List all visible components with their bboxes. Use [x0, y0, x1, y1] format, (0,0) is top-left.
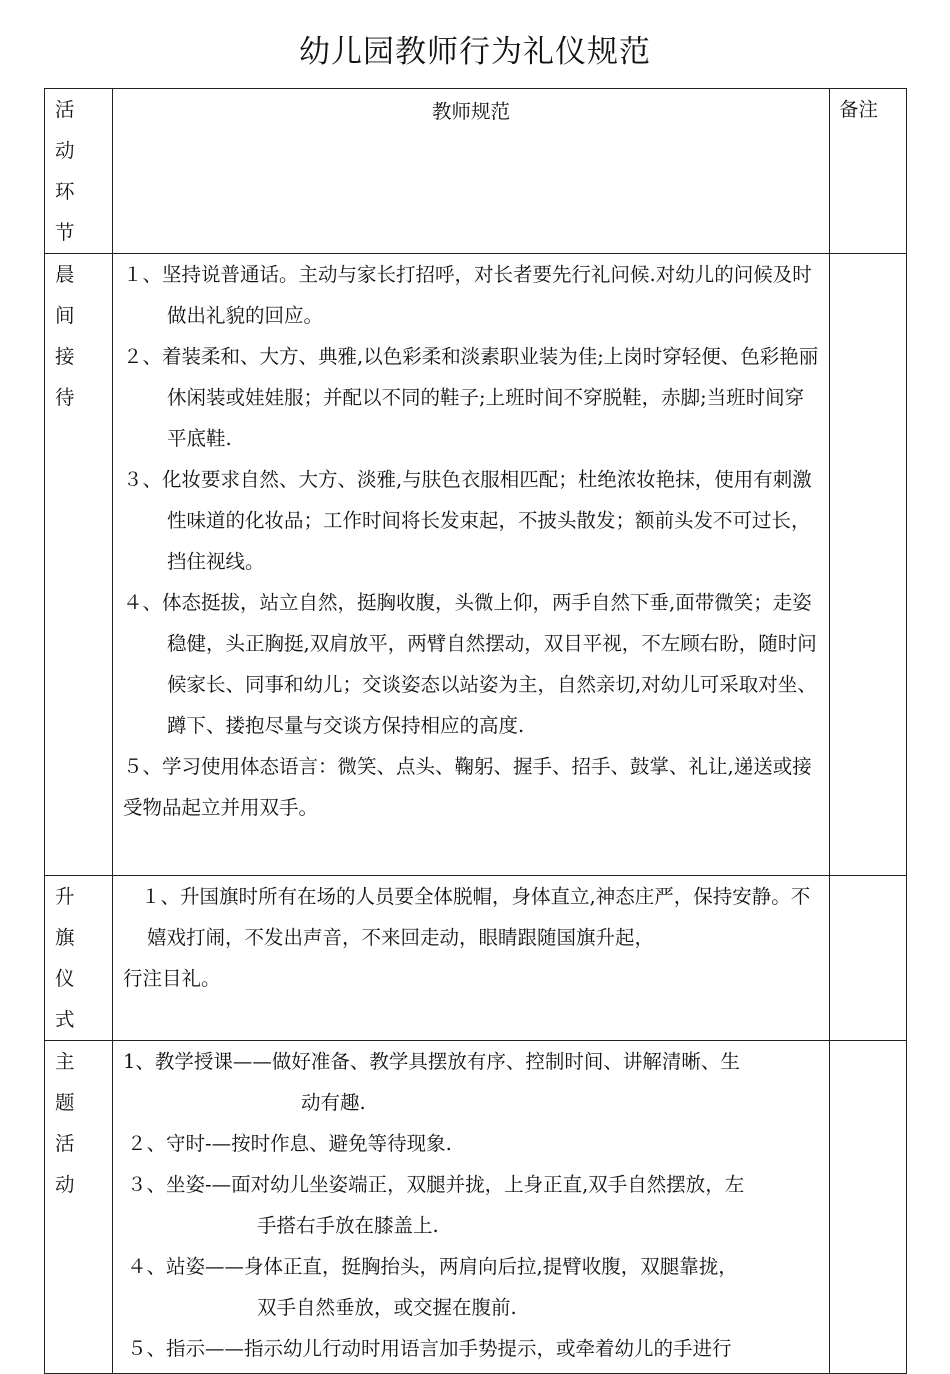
list-item: ４、体态挺拔，站立自然，挺胸收腹，头微上仰，两手自然下垂,面带微笑；走姿稳健，头正胸挺,双肩放平，两臂自然摆动，双目平视，不左顾右盼，随时问候家长、同事和幼儿；交谈姿态以站姿为主，自然亲切,对幼儿可采取对坐、蹲下、搂抱尽量与交谈方保持相应的高度.	[123, 591, 817, 737]
standard-cell	[113, 254, 830, 876]
list-item: １、坚持说普通话。主动与家长打招呼，对长者要先行礼问候.对幼儿的问候及时做出礼貌的回应。	[123, 263, 812, 327]
table-row	[45, 1041, 907, 1374]
header-row	[45, 89, 907, 254]
etiquette-table	[44, 88, 907, 1374]
list-item: １、升国旗时所有在场的人员要全体脱帽，身体直立,神态庄严，保持安静。不嬉戏打闹，不发出声音，不来回走动，眼睛跟随国旗升起，	[141, 885, 811, 949]
header-activity: 活动环节	[45, 89, 113, 254]
list-item: ３、坐姿-—面对幼儿坐姿端正，双腿并拢，上身正直,双手自然摆放，左	[127, 1173, 745, 1196]
remark-cell	[830, 254, 907, 876]
table-row	[45, 876, 907, 1041]
table-row	[45, 254, 907, 876]
list-item: 双手自然垂放，或交握在腹前.	[257, 1296, 517, 1319]
standard-cell	[113, 876, 830, 1041]
standard-cell	[113, 1041, 830, 1374]
list-item: ２、守时-—按时作息、避免等待现象.	[127, 1132, 452, 1155]
list-item: ２、着装柔和、大方、典雅,以色彩柔和淡素职业装为佳;上岗时穿轻便、色彩艳丽休闲装或娃娃服；并配以不同的鞋子;上班时间不穿脱鞋，赤脚;当班时间穿平底鞋.	[123, 345, 819, 450]
list-item: ４、站姿——身体正直，挺胸抬头，两肩向后拉,提臂收腹，双腿靠拢，	[127, 1255, 738, 1278]
header-remark: 备注	[830, 89, 907, 254]
remark-cell	[830, 876, 907, 1041]
list-item: 动有趣.	[301, 1091, 366, 1114]
header-standard: 教师规范	[113, 89, 830, 254]
remark-cell	[830, 1041, 907, 1374]
category-cell: 主题活动	[45, 1041, 113, 1374]
list-item: 手搭右手放在膝盖上.	[257, 1214, 439, 1237]
category-cell: 升旗仪式	[45, 876, 113, 1041]
category-cell: 晨间接待	[45, 254, 113, 876]
list-item: 1、教学授课——做好准备、教学具摆放有序、控制时间、讲解清晰、生	[123, 1050, 740, 1073]
list-item: 行注目礼。	[123, 967, 221, 990]
document-title: 幼儿园教师行为礼仪规范	[299, 34, 651, 70]
list-item: ３、化妆要求自然、大方、淡雅,与肤色衣服相匹配；杜绝浓妆艳抹，使用有刺激性味道的化妆品；工作时间将长发束起，不披头散发；额前头发不可过长，挡住视线。	[123, 468, 812, 573]
list-item: ５、学习使用体态语言：微笑、点头、鞠躬、握手、招手、鼓掌、礼让,递送或接受物品起立并用双手。	[123, 755, 812, 819]
list-item: ５、指示——指示幼儿行动时用语言加手势提示，或牵着幼儿的手进行	[127, 1337, 732, 1360]
